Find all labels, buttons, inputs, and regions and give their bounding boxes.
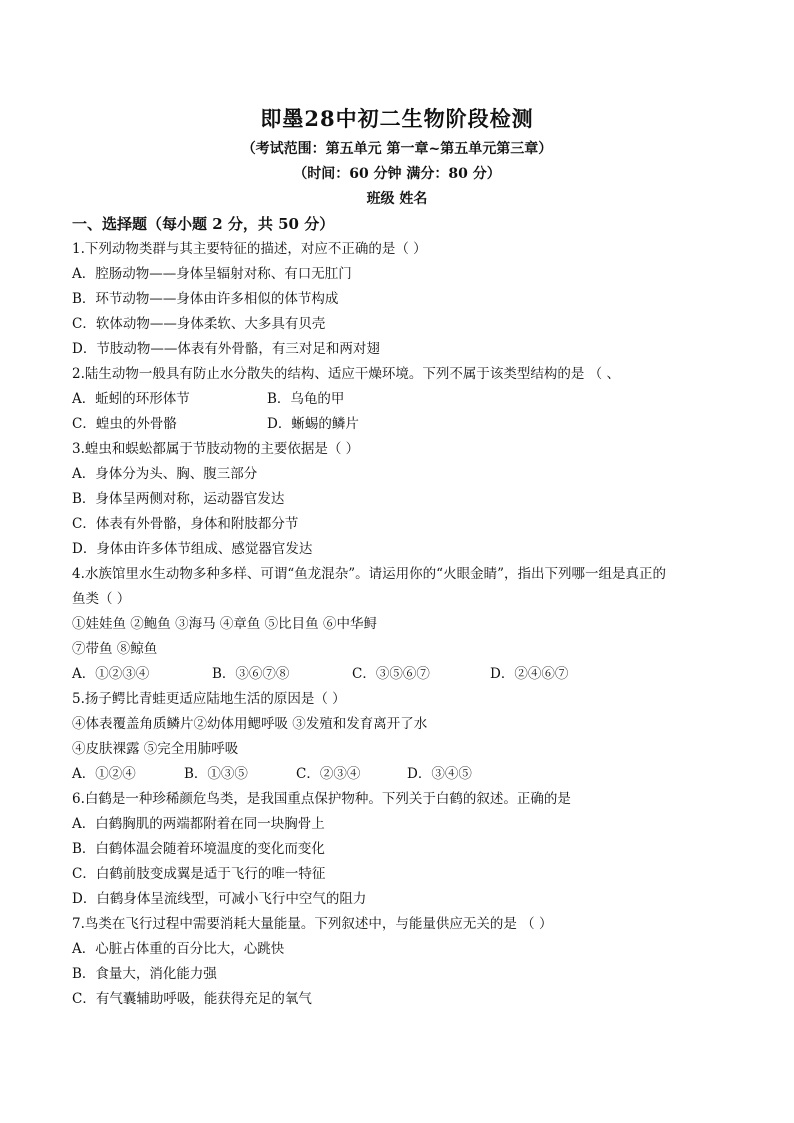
option-a: A．①②③④ (72, 666, 150, 682)
option-c: C．体表有外骨骼，身体和附肢都分节 (72, 516, 299, 532)
question-stem: 6.白鹤是一种珍稀颜危鸟类，是我国重点保护物种。下列关于白鹤的叙述。正确的是 (72, 791, 571, 807)
option-a: A．①②④ (72, 766, 136, 782)
item-list: ⑦带鱼 ⑧鲸鱼 (72, 641, 158, 657)
option-c: C．软体动物——身体柔软、大多具有贝壳 (72, 316, 326, 332)
question-stem: 3.蝗虫和蜈蚣都属于节肢动物的主要依据是（ ） (72, 441, 360, 457)
question-stem: 2.陆生动物一般具有防止水分散失的结构、适应干燥环境。下列不属于该类型结构的是 （ 、 (72, 366, 620, 382)
option-c: C．蝗虫的外骨骼 (72, 416, 177, 432)
option-d: D．节肢动物——体表有外骨骼，有三对足和两对翅 (72, 341, 380, 357)
option-row (72, 665, 568, 683)
option-d: D．②④⑥⑦ (490, 666, 569, 682)
option-c: C．白鹤前肢变成翼是适于飞行的唯一特征 (72, 866, 326, 882)
option-b: B．③⑥⑦⑧ (212, 666, 290, 682)
option-a: A．腔肠动物——身体呈辐射对称、有口无肛门 (72, 266, 352, 282)
item-list: ④体表覆盖角质鳞片②幼体用鳃呼吸 ③发殖和发育离开了水 (72, 716, 428, 732)
option-c: C．有气囊辅助呼吸，能获得充足的氧气 (72, 991, 312, 1007)
option-a: A．蚯蚓的环形体节 (72, 391, 190, 407)
question-stem: 5.扬子鳄比青蛙更适应陆地生活的原因是（ ） (72, 691, 346, 707)
option-d: D．身体由许多体节组成、感觉器官发达 (72, 541, 313, 557)
question-stem-continued: 鱼类（ ） (72, 591, 131, 607)
option-a: A．白鹤胸肌的两端都附着在同一块胸骨上 (72, 816, 325, 832)
question-stem: 1.下列动物类群与其主要特征的描述，对应不正确的是（ ） (72, 241, 427, 257)
option-d: D．③④⑤ (407, 766, 472, 782)
exam-scope: （考试范围：第五单元 第一章~第五单元第三章） (241, 141, 553, 157)
option-b: B．①③⑤ (184, 766, 248, 782)
class-name-line: 班级 姓名 (366, 191, 428, 207)
option-a: A．身体分为头、胸、腹三部分 (72, 466, 258, 482)
option-b: B．身体呈两侧对称，运动器官发达 (72, 491, 285, 507)
option-row (72, 390, 344, 408)
option-d: D．白鹤身体呈流线型，可减小飞行中空气的阻力 (72, 891, 367, 907)
option-a: A．心脏占体重的百分比大，心跳快 (72, 941, 285, 957)
option-row (72, 765, 472, 783)
item-list: ①娃娃鱼 ②鲍鱼 ③海马 ④章鱼 ⑤比目鱼 ⑥中华鲟 (72, 616, 377, 632)
option-c: C．③⑤⑥⑦ (352, 666, 430, 682)
section-title: 一、选择题（每小题 2 分，共 50 分） (72, 215, 335, 233)
question-stem: 4.水族馆里水生动物多种多样、可谓“鱼龙混杂”。请运用你的“火眼金睛”，指出下列哪一组是真正的 (72, 566, 666, 582)
option-d: D．蜥蜴的鳞片 (267, 416, 359, 432)
option-b: B．乌龟的甲 (267, 391, 345, 407)
option-b: B．食量大，消化能力强 (72, 966, 217, 982)
option-b: B．环节动物——身体由许多相似的体节构成 (72, 291, 339, 307)
exam-title: 即墨28中初二生物阶段检测 (260, 106, 534, 131)
option-b: B．白鹤体温会随着环境温度的变化而变化 (72, 841, 325, 857)
question-stem: 7.鸟类在飞行过程中需要消耗大量能量。下列叙述中，与能量供应无关的是 （ ） (72, 916, 553, 932)
option-c: C．②③④ (296, 766, 361, 782)
exam-time: （时间：60 分钟 满分：80 分） (293, 166, 501, 182)
item-list: ④皮肤裸露 ⑤完全用肺呼吸 (72, 741, 239, 757)
option-row (72, 415, 359, 433)
